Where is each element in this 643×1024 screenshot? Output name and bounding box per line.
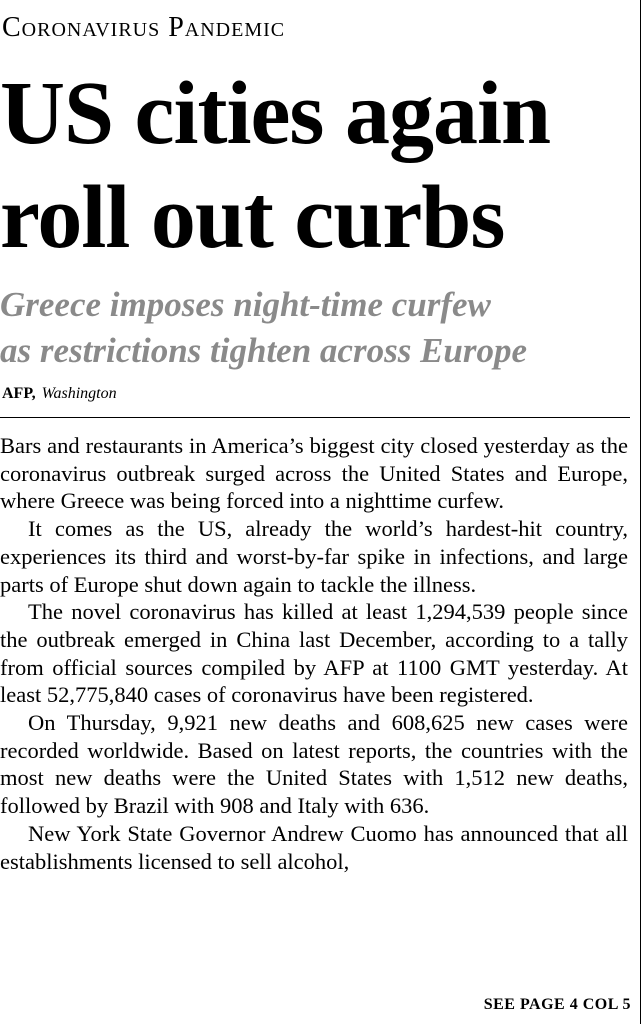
section-kicker: Coronavirus Pandemic (2, 12, 286, 43)
article-paragraph-5: New York State Governor Andrew Cuomo has announced that all establishments licensed to sell alcohol, (0, 820, 628, 874)
subheadline (0, 282, 630, 373)
article-paragraph-3: The novel coronavirus has killed at least 1,294,539 people since the outbreak emerged in China last December, according to a tally from official sources compiled by AFP at 1100 GMT yesterday. At least 52,775,840 cases of coronavirus have been registered. (0, 599, 628, 708)
headline-line-2: roll out curbs (0, 167, 505, 267)
byline-agency: AFP, (2, 385, 36, 402)
subheadline-line-2: as restrictions tighten across Europe (0, 330, 528, 370)
jump-line: SEE PAGE 4 COL 5 (483, 996, 631, 1013)
column-rule (640, 0, 641, 1024)
headline (0, 62, 630, 269)
byline (2, 386, 117, 402)
subheadline-line-1: Greece imposes night-time curfew (0, 285, 491, 324)
byline-divider (0, 417, 630, 418)
article-paragraph-1: Bars and restaurants in America’s biggest city closed yesterday as the coronavirus outbreak surged across the United States and Europe, where Greece was being forced into a nighttime curfew. (0, 433, 628, 514)
headline-line-1: US cities again (0, 64, 551, 163)
article-body (0, 432, 628, 875)
byline-place: Washington (41, 385, 117, 402)
article-paragraph-4: On Thursday, 9,921 new deaths and 608,625 new cases were recorded worldwide. Based on latest reports, the countries with the most new deaths were the United States with 1,512 new deaths, followed by Brazil with 908 and Italy with 636. (0, 710, 628, 819)
article-paragraph-2: It comes as the US, already the world’s hardest-hit country, experiences its third and worst-by-far spike in infections, and large parts of Europe shut down again to tackle the illness. (0, 516, 628, 597)
